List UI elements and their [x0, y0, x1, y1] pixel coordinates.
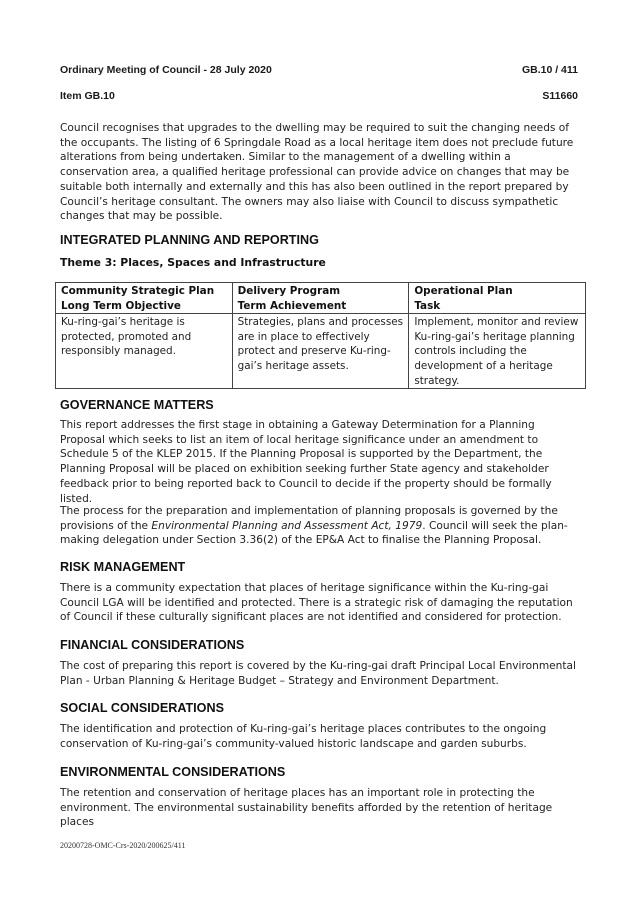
governance-paragraph-2: The process for the preparation and implementation of planning proposals is governed by the provisions of the Environmental Planning and Assessment Act, 1979. Council will seek the plan-making delegation under Section 3.36(2) of the EP&A Act to finalise the Planning Proposal. [60, 505, 568, 547]
table-header-cell: Community Strategic Plan Long Term Objective [56, 283, 233, 314]
act-title: Environmental Planning and Assessment Act, 1979 [151, 519, 423, 532]
risk-heading: RISK MANAGEMENT [60, 560, 186, 574]
table-row [56, 314, 586, 389]
environmental-paragraph: The retention and conservation of heritage places has an important role in protecting the environment. The environmental sustainability benefits afforded by the retention of heritage places [60, 787, 553, 829]
social-heading: SOCIAL CONSIDERATIONS [60, 701, 224, 715]
table-header-row [56, 283, 586, 314]
table-cell: Ku-ring-gai’s heritage is protected, promoted and responsibly managed. [56, 314, 233, 389]
table-header-cell: Operational Plan Task [409, 283, 586, 314]
financial-paragraph: The cost of preparing this report is covered by the Ku-ring-gai draft Principal Local Environmental Plan - Urban Planning & Heritage Budget – Strategy and Environment Department. [60, 660, 576, 687]
table-header-cell: Delivery Program Term Achievement [232, 283, 409, 314]
page-reference: GB.10 / 411 [521, 64, 578, 76]
governance-heading: GOVERNANCE MATTERS [60, 398, 214, 412]
environmental-heading: ENVIRONMENTAL CONSIDERATIONS [60, 765, 286, 779]
footer-reference: 20200728-OMC-Crs-2020/200625/411 [60, 841, 186, 850]
integrated-planning-heading: INTEGRATED PLANNING AND REPORTING [60, 233, 319, 247]
financial-heading: FINANCIAL CONSIDERATIONS [60, 638, 245, 652]
planning-table [55, 282, 586, 389]
risk-paragraph: There is a community expectation that places of heritage significance within the Ku-ring-gai Council LGA will be identified and protected. There is a strategic risk of damaging the reputation of Council if these culturally significant places are not identified and considered for protection. [60, 582, 573, 624]
intro-paragraph: Council recognises that upgrades to the dwelling may be required to suit the changing needs of the occupants. The listing of 6 Springdale Road as a local heritage item does not preclude future alterations from being undertaken. Similar to the management of a dwelling within a conservation area, a qualified heritage professional can provide advice on changes that may be suitable both internally and externally and this has also been outlined in the report prepared by Council’s heritage consultant. The owners may also liaise with Council to discuss sympathetic changes that may be possible. [60, 122, 574, 223]
meeting-title: Ordinary Meeting of Council - 28 July 2020 [60, 64, 272, 76]
governance-paragraph: This report addresses the first stage in obtaining a Gateway Determination for a Planning Proposal which seeks to list an item of local heritage significance under an amendment to Schedule 5 of the KLEP 2015. If the Planning Proposal is supported by the Department, the Planning Proposal will be placed on exhibition seeking further State agency and stakeholder feedback prior to being reported back to Council to decide if the property should be formally listed. [60, 419, 552, 505]
theme-subheading: Theme 3: Places, Spaces and Infrastructure [60, 256, 326, 269]
table-cell: Strategies, plans and processes are in place to effectively protect and preserve Ku-ring-gai’s heritage assets. [232, 314, 409, 389]
file-reference: S11660 [542, 90, 578, 102]
item-number: Item GB.10 [60, 90, 115, 102]
social-paragraph: The identification and protection of Ku-ring-gai’s heritage places contributes to the ongoing conservation of Ku-ring-gai’s community-valued historic landscape and garden suburbs. [60, 723, 547, 750]
table-cell: Implement, monitor and review Ku-ring-gai’s heritage planning controls including the development of a heritage strategy. [409, 314, 586, 389]
